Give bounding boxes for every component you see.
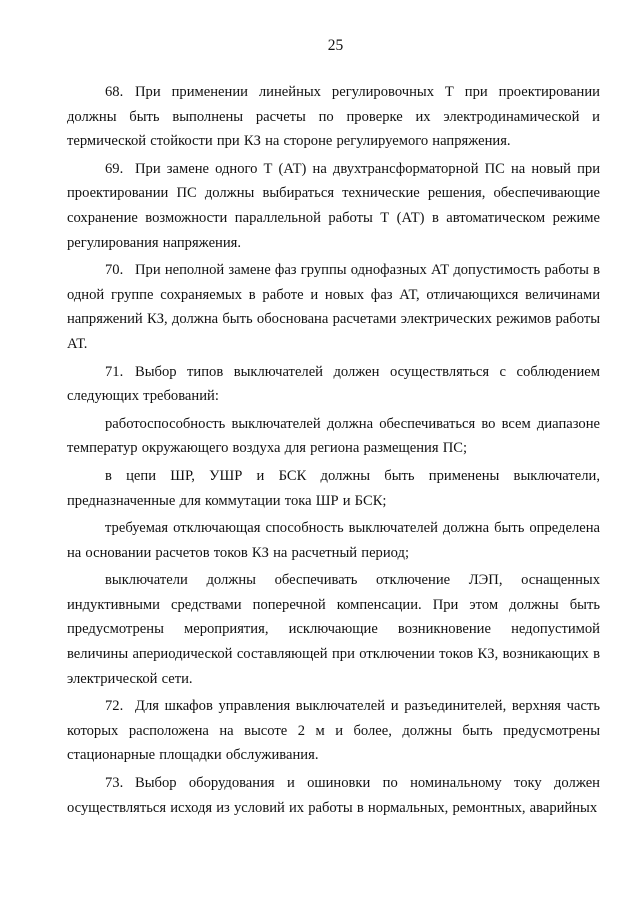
paragraph-text: Для шкафов управления выключателей и разъединителей, верхняя часть которых расположена на высоте 2 м и более, должны быть предусмотрены стационарные площадки обслуживания.	[67, 698, 600, 764]
requirement-item-line-switching: выключатели должны обеспечивать отключение ЛЭП, оснащенных индуктивными средствами поперечной компенсации. При этом должны быть предусмотрены мероприятия, исключающие возникновение недопустимой величины апериодической составляющей при отключении токов КЗ, возникающих в электрической сети.	[67, 572, 600, 687]
paragraph-73	[67, 771, 600, 820]
paragraph-number: 70.	[105, 262, 124, 279]
paragraph-number: 68.	[105, 84, 124, 100]
requirement-item-breaking-capacity: требуемая отключающая способность выключателей должна быть определена на основании расчетов токов КЗ на расчетный период;	[67, 520, 600, 561]
paragraph-72	[67, 694, 600, 768]
paragraph-69	[67, 157, 600, 255]
page-number: 25	[327, 37, 344, 54]
paragraph-68	[67, 80, 600, 154]
paragraph-text: При применении линейных регулировочных Т при проектировании должны быть выполнены расчеты по проверке их электродинамической и термической стойкости при КЗ на стороне регулируемого напряжения.	[67, 84, 600, 150]
paragraph-71	[67, 360, 600, 409]
paragraph-number: 73.	[105, 775, 124, 792]
paragraph-number: 72.	[105, 698, 124, 715]
paragraph-number: 69.	[105, 160, 124, 177]
paragraph-text: Выбор типов выключателей должен осуществляться с соблюдением следующих требований:	[67, 363, 600, 405]
paragraph-number: 71.	[105, 363, 124, 380]
paragraph-text: При замене одного Т (АТ) на двухтрансформаторной ПС на новый при проектировании ПС должны выбираться технические решения, обеспечивающие сохранение возможности параллельной работы Т (АТ) в автоматическом режиме регулирования напряжения.	[67, 160, 600, 251]
paragraph-text: При неполной замене фаз группы однофазных АТ допустимость работы в одной группе сохраняемых в работе и новых фаз АТ, отличающихся величинами напряжений КЗ, должна быть обоснована расчетами электрических режимов работы АТ.	[67, 262, 600, 352]
requirement-item-shr-bsk: в цепи ШР, УШР и БСК должны быть применены выключатели, предназначенные для коммутации тока ШР и БСК;	[67, 467, 600, 509]
requirement-item-temperature: работоспособность выключателей должна обеспечиваться во всем диапазоне температур окружающего воздуха для региона размещения ПС;	[67, 415, 600, 457]
paragraph-70	[67, 258, 600, 356]
paragraph-text: Выбор оборудования и ошиновки по номинальному току должен осуществляться исходя из условий их работы в нормальных, ремонтных, аварийных	[67, 775, 600, 816]
